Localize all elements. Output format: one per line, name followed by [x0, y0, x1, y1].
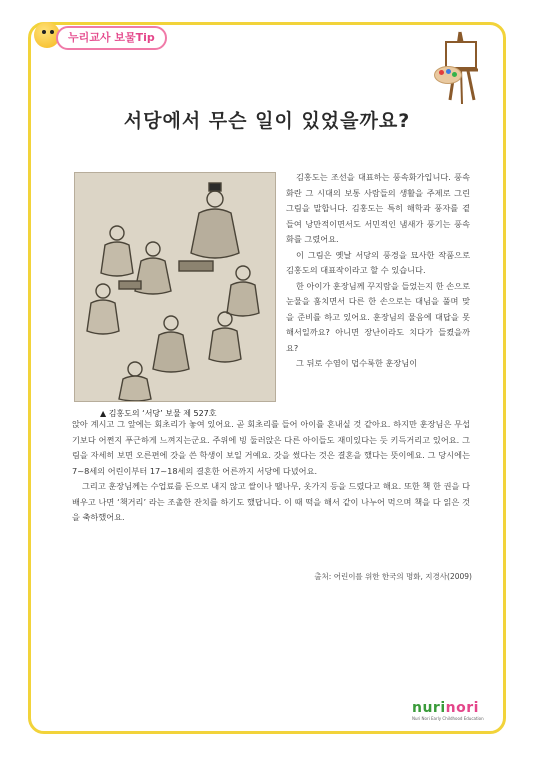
painting-image — [74, 172, 276, 402]
paragraph: 그 뒤로 수염이 덥수룩한 훈장님이 — [296, 358, 418, 368]
source-citation: 출처: 어린이를 위한 한국의 명화, 지경사(2009) — [314, 572, 472, 581]
header-badge: 누리교사 보물Tip — [56, 26, 167, 50]
paragraph: 이 그림은 옛날 서당의 풍경을 묘사한 작품으로 김홍도의 대표작이라고 할 수 있습니다. — [286, 249, 470, 275]
paragraph: 그리고 훈장님께는 수업료를 돈으로 내지 않고 쌀이나 땔나무, 옷가지 등을 드렸다고 해요. 또한 책 한 권을 다 배우고 나면 ‘책거리’ 라는 조촐한 잔치를 하기도 했답니다. 이 때 떡을 해서 같이 나누어 먹으며 책을 다 읽은 것을 축하했어요. — [72, 481, 470, 522]
text-full-width — [72, 417, 470, 526]
nurinori-logo — [412, 700, 479, 716]
text-column-right — [286, 170, 470, 372]
paragraph: 앉아 계시고 그 앞에는 회초리가 놓여 있어요. 곧 회초리를 들어 아이를 혼내실 것 같아요. 하지만 훈장님은 무섭기보다 어쩐지 푸근하게 느껴지는군요. 주위에 빙 둘러앉은 다른 아이들도 재미있다는 듯 키득거리고 있어요. 그림을 자세히 보면 오른편에 갓을 쓴 학생이 보일 거예요. 갓을 썼다는 것은 결혼을 했다는 뜻이에요. 그 당시에는 7~8세의 어린이부터 17~18세의 결혼한 어른까지 서당에 다녔어요. — [72, 419, 470, 476]
logo-part-nuri: nuri — [412, 700, 446, 716]
palette-icon — [434, 66, 462, 84]
paragraph: 김홍도는 조선을 대표하는 풍속화가입니다. 풍속화란 그 시대의 보통 사람들의 생활을 주제로 그린 그림을 말합니다. 김홍도는 특히 해학과 풍자를 곁들여 낭만적이면서도 서민적인 냄새가 풍기는 풍속화를 그렸어요. — [286, 172, 470, 244]
logo-part-nori: nori — [445, 700, 479, 716]
logo-subtitle: Nuri Nori Early Childhood Education — [412, 716, 484, 721]
paragraph: 한 아이가 훈장님께 꾸지람을 들었는지 한 손으로 눈물을 훔치면서 다른 한 손으로는 대님을 풀며 맞을 준비를 하고 있어요. 훈장님의 물음에 대답을 못해서일까요? 아니면 장난이라도 치다가 들켰을까요? — [286, 280, 470, 353]
page-title: 서당에서 무슨 일이 있었을까요? — [123, 110, 411, 132]
figure-caption: ▲ 김홍도의 ‘서당’ 보물 제 527호 — [100, 409, 217, 418]
